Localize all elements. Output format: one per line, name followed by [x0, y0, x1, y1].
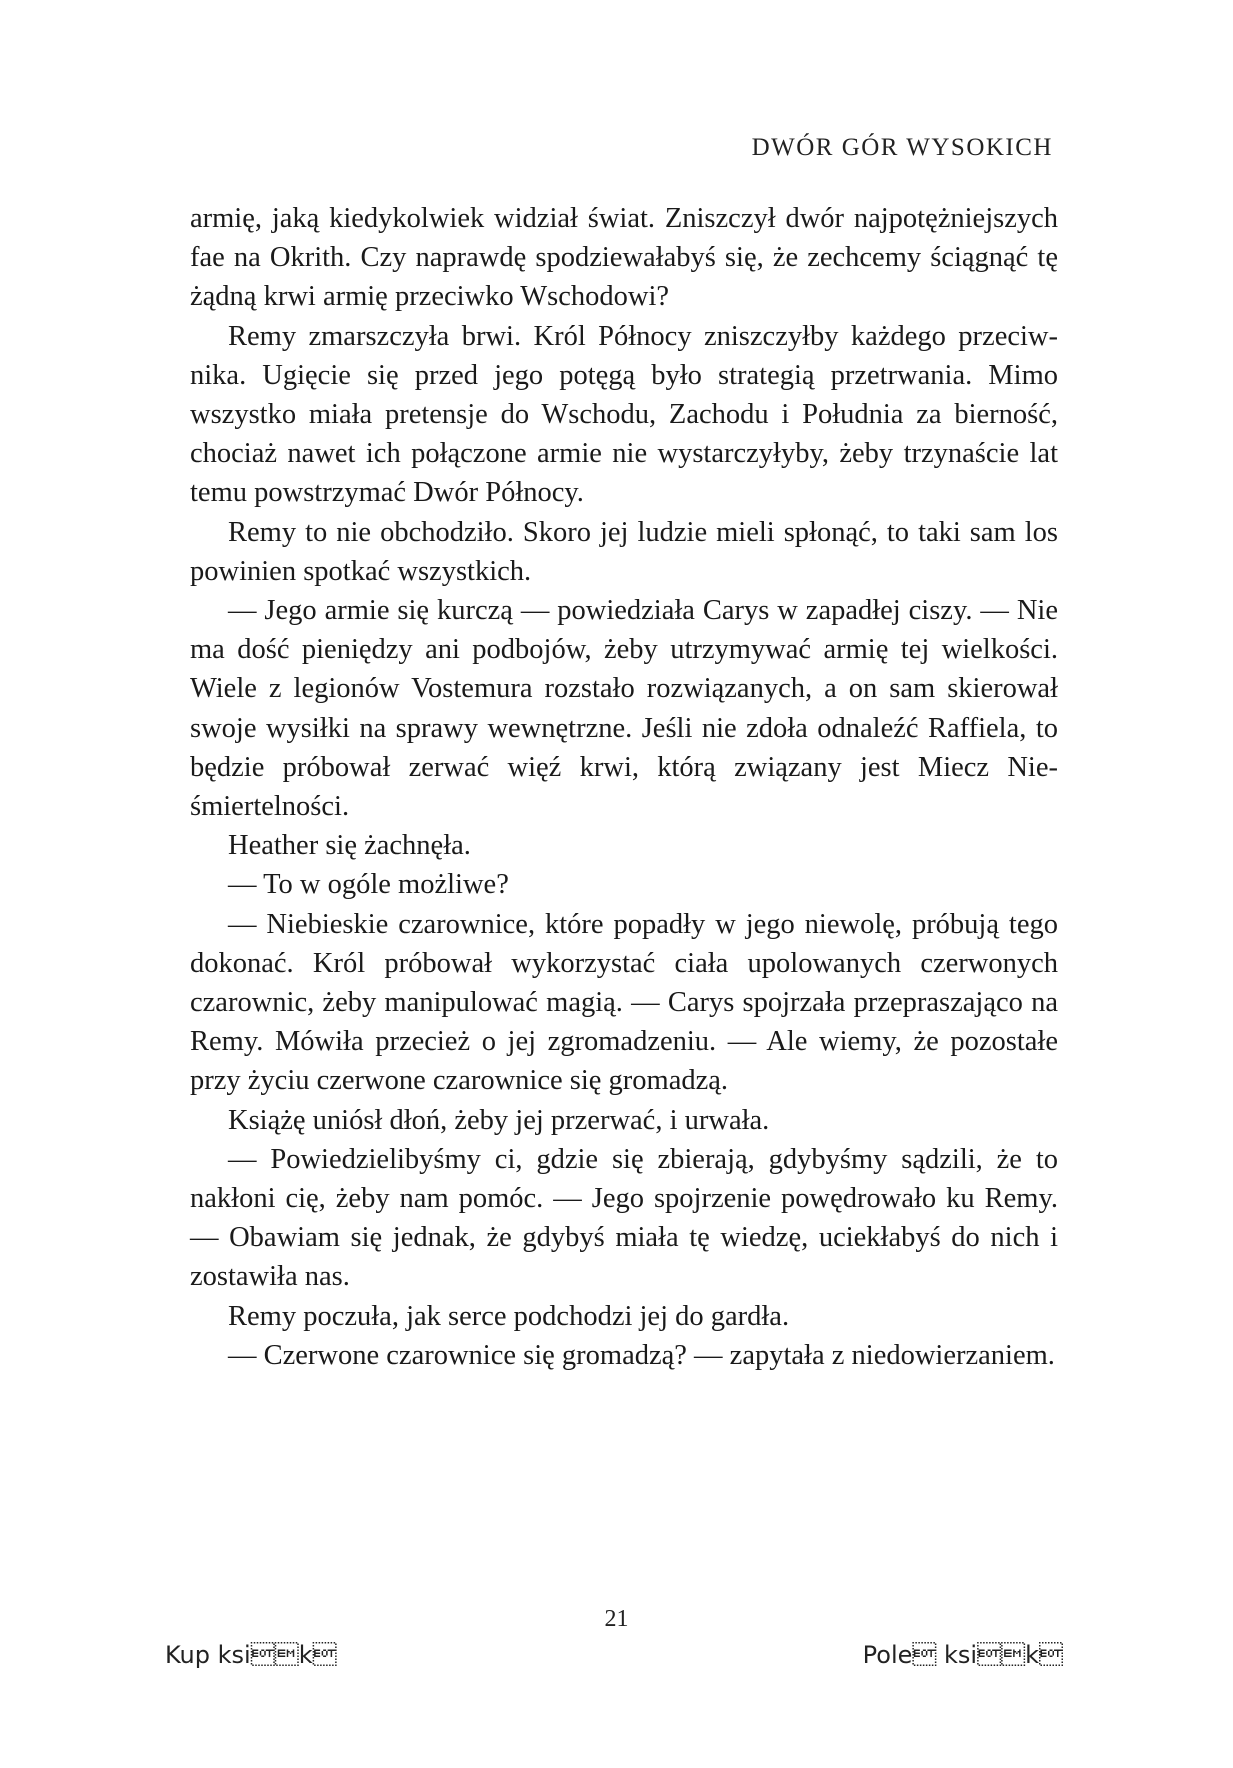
- paragraph: — Czerwone czarownice się gromadzą? — zapytała z niedowierzaniem.: [228, 1339, 1055, 1371]
- page-number: 21: [604, 1606, 629, 1632]
- paragraph: — To w ogóle możliwe?: [228, 869, 509, 901]
- paragraph: — Jego armie się kurczą — powiedziała Carys w zapadłej ciszy. — Nie ma dość pieniędzy ani podbojów, żeby utrzymywać armię tej wielkości. Wiele z legionów Vostemura rozstało rozwiązanych, a on sam skierował swoje wysiłki na sprawy wewnętrzne. Jeśli nie zdoła odnaleźć Raffiela, to będzie próbował zerwać więź krwi, którą związany jest Miecz Nieśmiertelności.: [190, 595, 1058, 823]
- paragraph: armię, jaką kiedykolwiek widział świat. Zniszczył dwór najpotężniejszych fae na Okrith. Czy naprawdę spodziewałabyś się, że zechcemy ściągnąć tę żądną krwi armię przeciwko Wschodowi?: [190, 203, 1058, 313]
- paragraph: Remy zmarszczyła brwi. Król Północy zniszczyłby każdego przeciwnika. Ugięcie się przed jego potęgą było strategią przetrwania. Mimo wszystko miała pretensje do Wschodu, Zachodu i Południa za bierność, chociaż nawet ich połączone armie nie wystarczyłyby, żeby trzynaście lat temu powstrzymać Dwór Północy.: [190, 320, 1058, 509]
- running-head: DWÓR GÓR WYSOKICH: [751, 134, 1053, 161]
- paragraph: Remy poczuła, jak serce podchodzi jej do gardła.: [228, 1300, 790, 1332]
- paragraph: — Powiedzielibyśmy ci, gdzie się zbierają, gdybyśmy sądzili, że to nakłoni cię, żeby nam pomóc. — Jego spojrzenie powędrowało ku Remy. — Obawiam się jednak, że gdybyś miała tę wiedzę, uciekłabyś do nich i zostawiła nas.: [190, 1143, 1058, 1293]
- paragraph: Heather się żachnęła.: [228, 830, 471, 862]
- paragraph: Remy to nie obchodziło. Skoro jej ludzie mieli spłonąć, to taki sam los powinien spotkać wszystkich.: [190, 516, 1058, 587]
- recommend-book-link[interactable]: Pole ksik: [862, 1641, 1063, 1669]
- body-text: [190, 199, 1058, 1375]
- buy-book-link[interactable]: Kup ksik: [165, 1641, 337, 1669]
- paragraph: Książę uniósł dłoń, żeby jej przerwać, i urwała.: [228, 1104, 770, 1136]
- paragraph: — Niebieskie czarownice, które popadły w jego niewolę, próbują tego dokonać. Król próbował wykorzystać ciała upolowanych czerwonych czarownic, żeby manipulować magią. — Carys spojrzała przepraszająco na Remy. Mówiła przecież o jej zgromadzeniu. — Ale wiemy, że pozostałe przy życiu czerwone czarownice się gromadzą.: [190, 908, 1058, 1097]
